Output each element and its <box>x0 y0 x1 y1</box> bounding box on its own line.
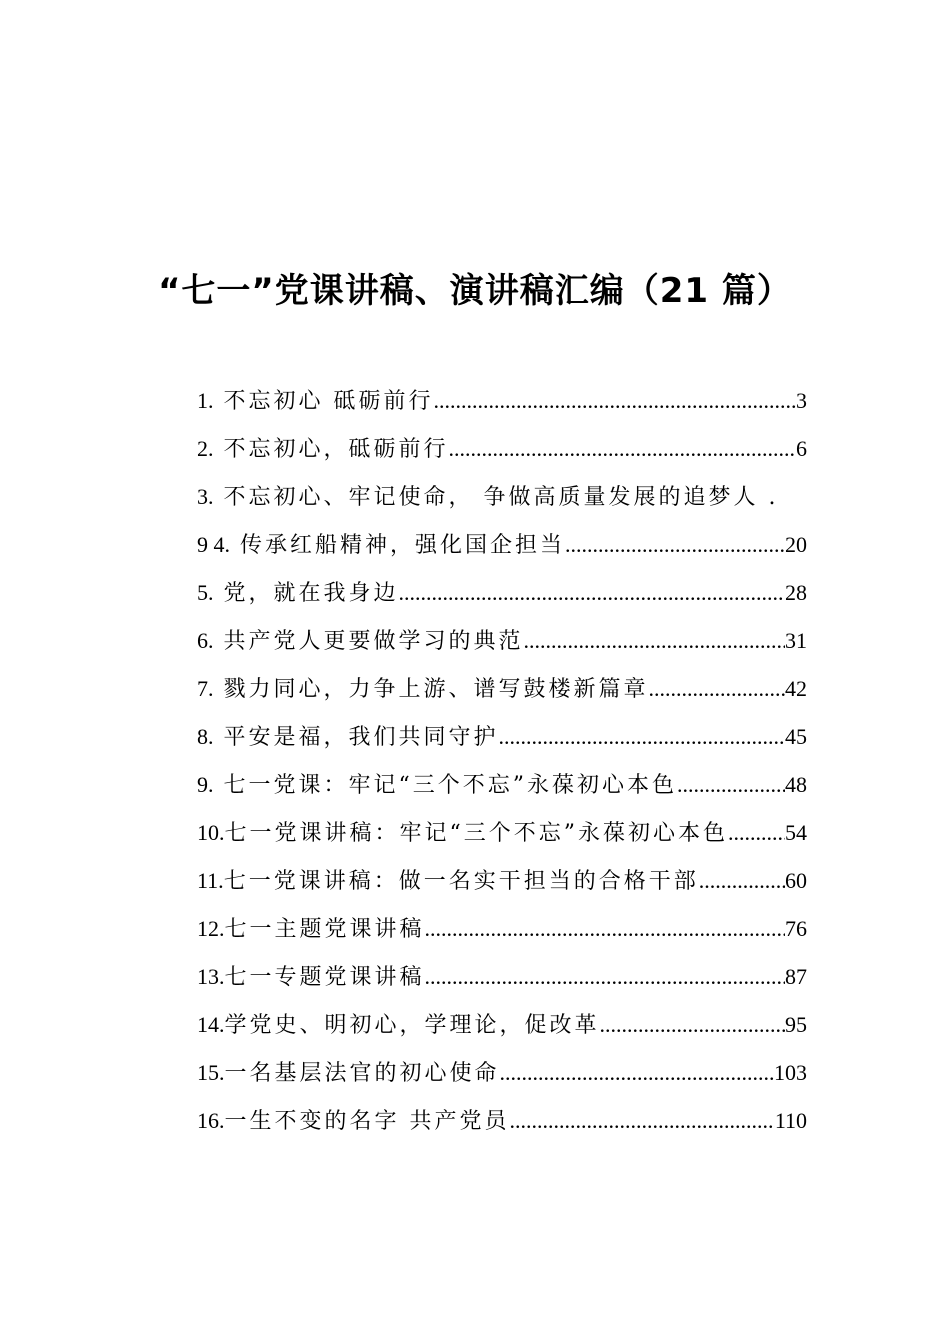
toc-number: 16. <box>197 1108 225 1133</box>
toc-title: 传承红船精神，强化国企担当 <box>240 533 566 558</box>
table-of-contents <box>197 377 807 1145</box>
toc-leader <box>565 521 785 569</box>
toc-entry-8[interactable] <box>197 713 807 761</box>
toc-entry-14[interactable] <box>197 1001 807 1049</box>
toc-leader <box>524 617 785 665</box>
toc-number: 11. <box>197 868 224 893</box>
toc-page-number: 54 <box>785 820 807 845</box>
toc-page-number: 42 <box>785 676 807 701</box>
toc-entry-10[interactable] <box>197 809 807 857</box>
toc-number: 10. <box>197 820 225 845</box>
toc-entry-13[interactable] <box>197 953 807 1001</box>
toc-page-number: 103 <box>774 1060 807 1085</box>
toc-entry-6[interactable] <box>197 617 807 665</box>
toc-entry-16[interactable] <box>197 1097 807 1145</box>
toc-page-number: 110 <box>774 1108 807 1133</box>
toc-title: 不忘初心 砥砺前行 <box>223 389 434 414</box>
toc-leader <box>434 377 797 425</box>
toc-number: 12. <box>197 916 225 941</box>
toc-page-number: 3 <box>796 388 807 413</box>
toc-page-number: 48 <box>785 772 807 797</box>
toc-title: 共产党人更要做学习的典范 <box>223 629 524 654</box>
toc-title: 七一党课讲稿：牢记“三个不忘”永葆初心本色 <box>224 821 728 846</box>
toc-title: 一生不变的名字 共产党员 <box>224 1109 510 1134</box>
toc-entry-5[interactable] <box>197 569 807 617</box>
toc-title: 不忘初心、牢记使命， 争做高质量发展的追梦人 . <box>223 485 779 510</box>
toc-number: 9. <box>197 772 214 797</box>
toc-number: 13. <box>197 964 225 989</box>
toc-leader <box>728 809 785 857</box>
toc-title: 一名基层法官的初心使命 <box>224 1061 500 1086</box>
toc-entry-1[interactable] <box>197 377 807 425</box>
toc-page-number: 6 <box>796 436 807 461</box>
toc-title: 七一党课讲稿：做一名实干担当的合格干部 <box>223 869 699 894</box>
toc-leader <box>649 665 785 713</box>
toc-leader <box>510 1097 775 1145</box>
toc-page-number: 87 <box>785 964 807 989</box>
toc-title: 不忘初心，砥砺前行 <box>223 437 449 462</box>
toc-page-number: 76 <box>785 916 807 941</box>
toc-title: 学党史、明初心，学理论，促改革 <box>224 1013 600 1038</box>
toc-title: 平安是福，我们共同守护 <box>223 725 499 750</box>
toc-entry-7[interactable] <box>197 665 807 713</box>
toc-leader <box>677 761 785 809</box>
toc-leader <box>499 713 785 761</box>
toc-entry-11[interactable] <box>197 857 807 905</box>
toc-leader <box>449 425 796 473</box>
toc-entry-15[interactable] <box>197 1049 807 1097</box>
toc-page-number: 31 <box>785 628 807 653</box>
toc-leader <box>425 953 785 1001</box>
toc-page-number: 60 <box>785 868 807 893</box>
toc-page-number: 45 <box>785 724 807 749</box>
toc-title: 七一专题党课讲稿 <box>224 965 425 990</box>
toc-entry-9[interactable] <box>197 761 807 809</box>
toc-entry-4[interactable] <box>197 521 807 569</box>
page-title: “七一”党课讲稿、演讲稿汇编（21 篇） <box>158 271 792 311</box>
toc-title: 七一党课：牢记“三个不忘”永葆初心本色 <box>223 773 677 798</box>
toc-leader <box>699 857 785 905</box>
toc-entry-2[interactable] <box>197 425 807 473</box>
toc-number: 9 4. <box>197 532 230 557</box>
toc-title: 党，就在我身边 <box>223 581 399 606</box>
toc-leader <box>500 1049 774 1097</box>
toc-leader <box>600 1001 785 1049</box>
toc-number: 7. <box>197 676 214 701</box>
toc-title: 七一主题党课讲稿 <box>224 917 425 942</box>
toc-number: 1. <box>197 388 214 413</box>
toc-page-number: 95 <box>785 1012 807 1037</box>
toc-number: 5. <box>197 580 214 605</box>
toc-number: 8. <box>197 724 214 749</box>
toc-number: 14. <box>197 1012 225 1037</box>
toc-entry-3[interactable] <box>197 473 807 521</box>
toc-number: 3. <box>197 484 214 509</box>
toc-number: 15. <box>197 1060 225 1085</box>
toc-leader <box>399 569 785 617</box>
toc-number: 6. <box>197 628 214 653</box>
toc-number: 2. <box>197 436 214 461</box>
toc-page-number: 20 <box>785 532 807 557</box>
toc-entry-12[interactable] <box>197 905 807 953</box>
toc-title: 戮力同心，力争上游、谱写鼓楼新篇章 <box>223 677 649 702</box>
toc-leader <box>425 905 785 953</box>
toc-page-number: 28 <box>785 580 807 605</box>
